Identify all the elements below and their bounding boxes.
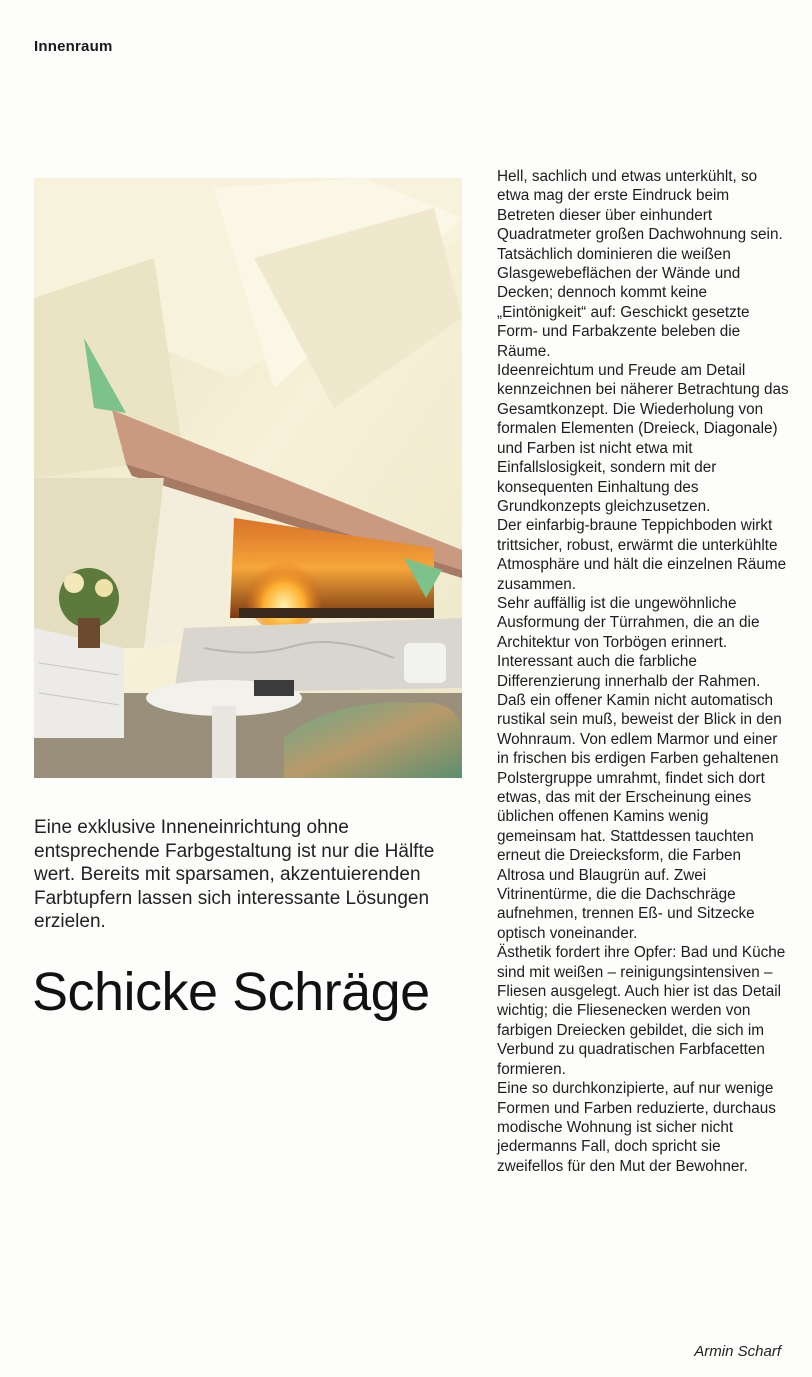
body-paragraph: Daß ein offener Kamin nicht automatisch rustikal sein muß, beweist der Blick in den Wohnraum. Von edlem Marmor und einer in frischen bis erdigen Farben gehaltenen Polstergruppe umrahmt, findet sich dort etwas, das mit der Erscheinung eines üblichen offenen Kamins wenig gemeinsam hat. Stattdessen tauchten erneut die Dreiecksform, die Farben Altrosa und Blaugrün auf. Zwei Vitrinentürme, die die Dachschräge aufnehmen, trennen Eß- und Sitzecke optisch voneinander.	[497, 691, 782, 942]
body-paragraph: Ideenreichtum und Freude am Detail kennzeichnen bei näherer Betrachtung das Gesamtkonzept. Die Wiederholung von formalen Elementen (Dreieck, Diagonale) und Farben ist nicht etwa mit Einfallslosigkeit, sondern mit der konsequenten Einhaltung des Grundkonzepts gleichzusetzen.	[497, 362, 789, 515]
body-paragraph: Der einfarbig-braune Teppichboden wirkt trittsicher, robust, erwärmt die unterkühlte Atmosphäre und hält die einzelnen Räume zusammen.	[497, 517, 787, 593]
body-paragraph: Hell, sachlich und etwas unterkühlt, so etwa mag der erste Eindruck beim Betreten dieser über einhundert Quadratmeter großen Dachwohnung sein. Tatsächlich dominieren die weißen Glasgewebeflächen der Wände und Decken; dennoch kommt keine „Eintönigkeit“ auf: Geschickt gesetzte Form- und Farbakzente beleben die Räume.	[497, 168, 783, 360]
body-paragraph: Sehr auffällig ist die ungewöhnliche Ausformung der Türrahmen, die an die Architektur von Torbögen erinnert. Interessant auch die farbliche Differenzierung innerhalb der Rahmen.	[497, 594, 761, 690]
fireplace-photo	[34, 178, 462, 778]
author-byline: Armin Scharf	[694, 1343, 781, 1360]
body-paragraph: Eine so durchkonzipierte, auf nur wenige Formen und Farben reduzierte, durchaus modische Wohnung ist sicher nicht jedermanns Fall, doch spricht sie zweifellos für den Mut der Bewohner.	[497, 1080, 776, 1175]
section-label: Innenraum	[34, 38, 113, 55]
headline: Schicke Schräge	[32, 962, 430, 1022]
body-paragraph: Ästhetik fordert ihre Opfer: Bad und Küche sind mit weißen – reinigungsintensiven – Fliesen ausgelegt. Auch hier ist das Detail wichtig; die Fliesenecken werden von farbigen Dreiecken gebildet, die sich im Verbund zu quadratischen Farbfacetten formieren.	[497, 944, 786, 1078]
intro-text: Eine exklusive Inneneinrichtung ohne entsprechende Farbgestaltung ist nur die Hälfte wert. Bereits mit sparsamen, akzentuierenden Farbtupfern lassen sich interessante Lösungen erzielen.	[34, 817, 435, 932]
body-column	[497, 167, 789, 1176]
